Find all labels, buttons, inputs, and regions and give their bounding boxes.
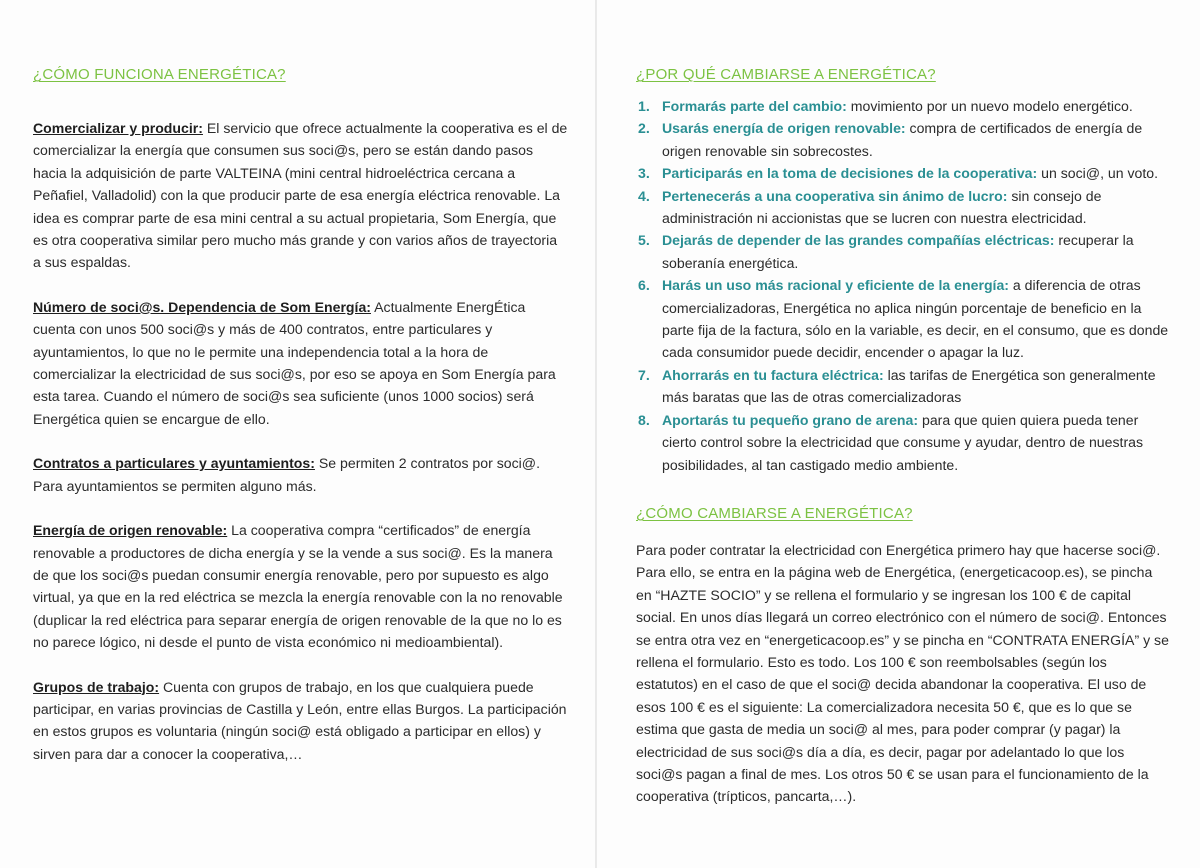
reason-text: un soci@, un voto.: [1037, 165, 1159, 182]
reason-number: 8.: [638, 411, 650, 428]
reason-title: Aportarás tu pequeño grano de arena:: [662, 411, 919, 428]
section-label: Contratos a particulares y ayuntamientos:: [33, 455, 315, 472]
left-column: [33, 64, 568, 765]
reason-item: [636, 409, 1171, 476]
reason-title: Harás un uso más racional y eficiente de la energía:: [662, 277, 1009, 294]
how-to-switch-paragraph: Para poder contratar la electricidad con Energética primero hay que hacerse soci@. Para ello, se entra en la página web de Energética, (energeticacoop.es), se pincha en “HAZTE SOCIO” y se rellena el formulario y se ingresan los 100 € de capital social. En unos días llegará un correo electrónico con el número de soci@. Entonces se entra otra vez en “energeticacoop.es” y se pincha en “CONTRATA ENERGÍA” y se rellena el formulario. Esto es todo. Los 100 € son reembolsables (según los estatutos) en el caso de que el soci@ decida abandonar la cooperativa. El uso de esos 100 € es el siguiente: La comercializadora necesita 50 €, que es lo que se estima que gasta de media un soci@ al mes, para poder comprar (y pagar) la electricidad de sus soci@s día a día, es decir, pagar por adelantado lo que los soci@s pagan a final de mes. Los otros 50 € se usan para el funcionamiento de la cooperativa (trípticos, pancarta,…).: [636, 541, 1169, 805]
reason-number: 5.: [638, 232, 650, 249]
reason-number: 7.: [638, 366, 650, 383]
reason-item: [636, 185, 1171, 230]
how-to-switch-heading: ¿CÓMO CAMBIARSE A ENERGÉTICA?: [636, 504, 913, 522]
reason-title: Ahorrarás en tu factura eléctrica:: [662, 366, 884, 383]
section-renewable: [33, 519, 568, 653]
section-text: El servicio que ofrece actualmente la cooperativa es el de comercializar la energía que consumen sus soci@s, pero se están dando pasos hacia la adquisición de parte VALTEINA (mini central hidroeléctrica cercana a Peñafiel, Valladolid) con la que producir parte de esa energía eléctrica renovable. La idea es comprar parte de esa mini central a su actual propietaria, Som Energía, que es otra cooperativa similar pero mucho más grande y con varios años de trayectoria a sus espaldas.: [33, 120, 568, 271]
reason-number: 2.: [638, 120, 650, 137]
reason-item: [636, 274, 1171, 364]
section-members: [33, 296, 568, 430]
reason-item: [636, 95, 1171, 117]
reason-text: las tarifas de Energética son generalmente más baratas que las de otras comercializadoras: [662, 366, 1156, 406]
section-label: Número de soci@s. Dependencia de Som Energía:: [33, 298, 371, 315]
section-text: La cooperativa compra “certificados” de energía renovable a productores de dicha energía y se la vende a sus soci@. Es la manera de que los soci@s puedan consumir energía renovable, pero por supuesto es algo virtual, ya que en la red eléctrica se mezcla la energía renovable con la no renovable (duplicar la red eléctrica para separar energía de origen renovable de la que no lo es no parece lógico, ni desde el punto de vista económico ni medioambiental).: [33, 522, 563, 651]
reason-title: Pertenecerás a una cooperativa sin ánimo de lucro:: [662, 187, 1008, 204]
reason-number: 3.: [638, 165, 650, 182]
section-text: Actualmente EnergÉtica cuenta con unos 500 soci@s y más de 400 contratos, entre particulares y ayuntamientos, lo que no le permite una independencia total a la hora de comercializar la electricidad de sus soci@s, por eso se apoya en Som Energía para esta tarea. Cuando el número de soci@s sea suficiente (unos 1000 socios) será Energética quien se encargue de ello.: [33, 298, 556, 427]
section-contracts: [33, 452, 568, 497]
reason-text: sin consejo de administración ni accionistas que se lucren con nuestra electricidad.: [662, 187, 1102, 227]
reason-title: Usarás energía de origen renovable:: [662, 120, 906, 137]
right-column: [636, 64, 1171, 808]
reason-number: 6.: [638, 277, 650, 294]
reasons-list: [636, 95, 1171, 476]
page-fold-divider: [595, 0, 597, 868]
reason-text: a diferencia de otras comercializadoras, Energética no aplica ningún porcentaje de beneficio en la parte fija de la factura, sólo en la variable, es decir, en el consumo, que es donde cada consumidor puede decidir, encender o apagar la luz.: [662, 277, 1169, 361]
reason-title: Participarás en la toma de decisiones de la cooperativa:: [662, 165, 1038, 182]
reason-title: Dejarás de depender de las grandes compañías eléctricas:: [662, 232, 1055, 249]
reason-number: 1.: [638, 98, 650, 114]
reason-item: [636, 162, 1171, 184]
section-label: Comercializar y producir:: [33, 120, 203, 136]
reason-number: 4.: [638, 187, 650, 204]
section-text: Se permiten 2 contratos por soci@. Para ayuntamientos se permiten alguno más.: [33, 455, 540, 494]
section-work-groups: [33, 676, 568, 766]
how-it-works-heading: ¿CÓMO FUNCIONA ENERGÉTICA?: [33, 66, 286, 83]
reason-text: para que quien quiera pueda tener cierto control sobre la electricidad que consume y ayudar, dentro de nuestras posibilidades, al tan castigado medio ambiente.: [662, 411, 1144, 473]
reason-text: recuperar la soberanía energética.: [662, 232, 1134, 271]
reason-item: [636, 364, 1171, 409]
section-label: Energía de origen renovable:: [33, 522, 228, 539]
section-commercialize: [33, 117, 568, 274]
section-text: Cuenta con grupos de trabajo, en los que cualquiera puede participar, en varias provincias de Castilla y León, entre ellas Burgos. La participación en estos grupos es voluntaria (ningún soci@ está obligado a participar en ellos) y sirven para dar a conocer la cooperativa,…: [33, 678, 567, 762]
reason-text: movimiento por un nuevo modelo energético.: [846, 98, 1133, 114]
reason-text: compra de certificados de energía de origen renovable sin sobrecostes.: [662, 120, 1143, 159]
why-switch-heading: ¿POR QUÉ CAMBIARSE A ENERGÉTICA?: [636, 66, 936, 83]
reason-item: [636, 117, 1171, 162]
reason-item: [636, 229, 1171, 274]
section-label: Grupos de trabajo:: [33, 678, 160, 695]
reason-title: Formarás parte del cambio:: [662, 98, 847, 114]
